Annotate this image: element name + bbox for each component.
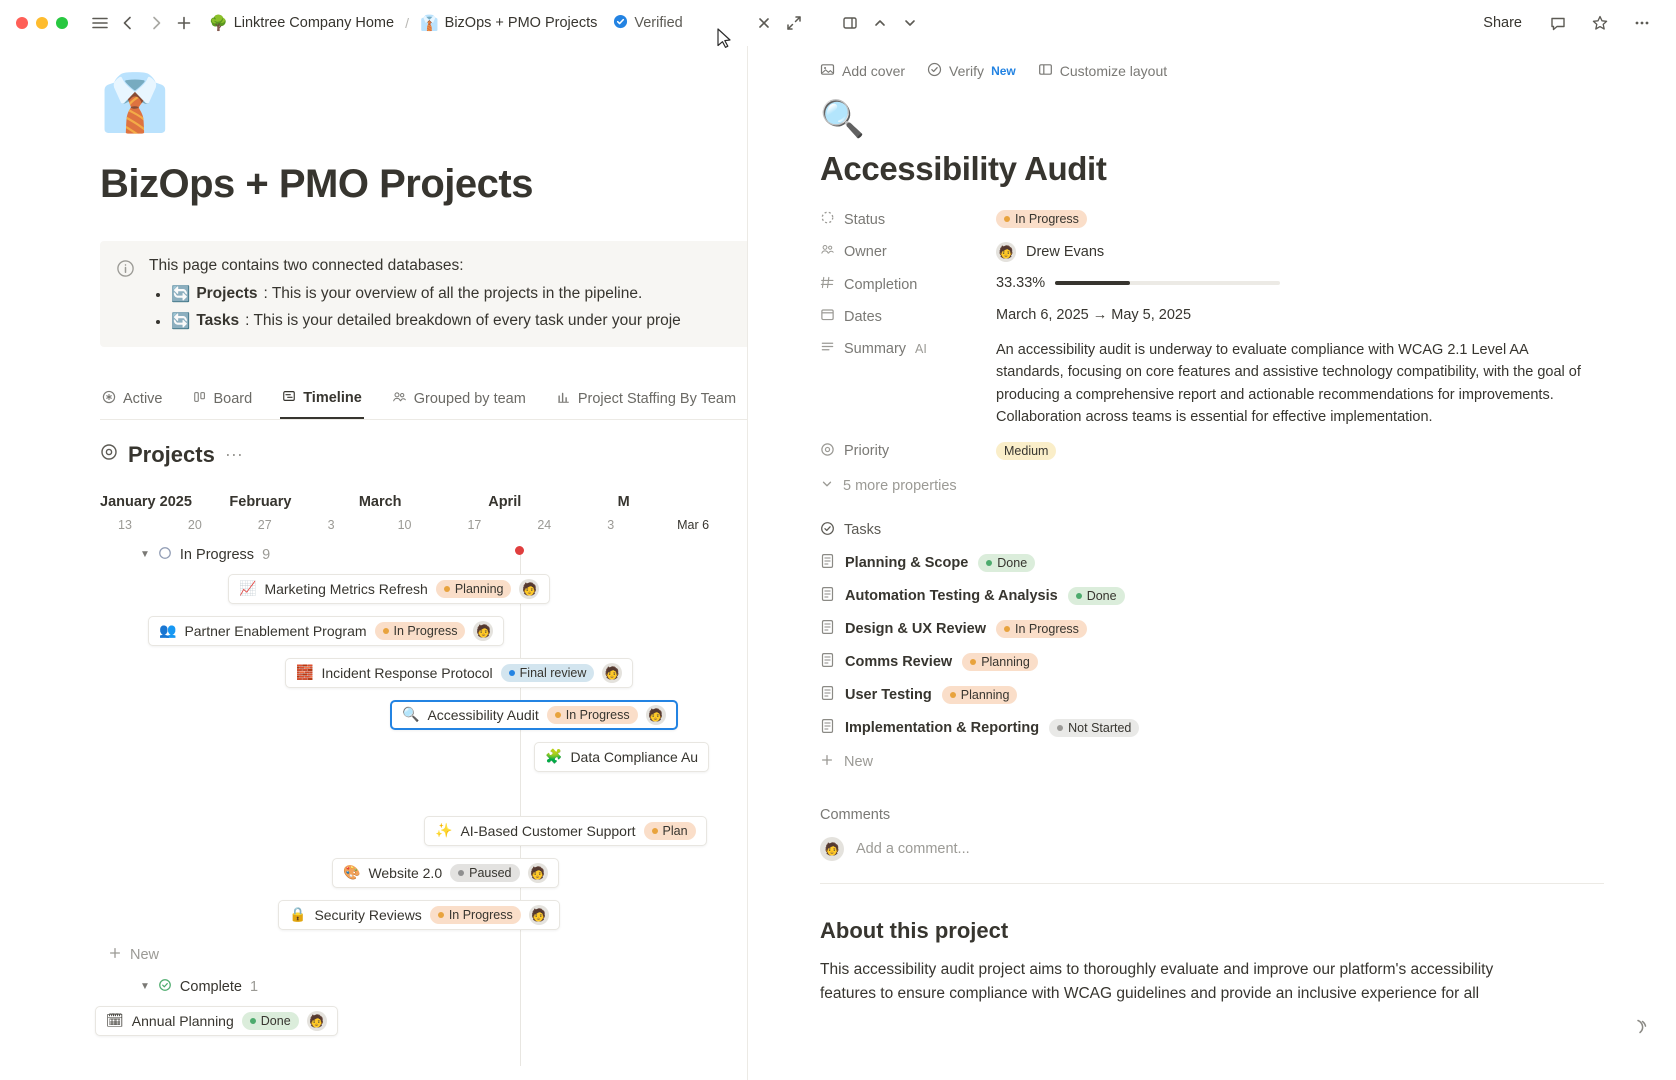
- group-count: 1: [249, 978, 259, 995]
- customize-layout-button[interactable]: [1038, 62, 1167, 80]
- comments-header: Comments: [820, 806, 891, 823]
- property-list: [820, 210, 1676, 461]
- property-dates[interactable]: [820, 307, 1676, 326]
- necktie-icon: 👔: [419, 15, 439, 32]
- timeline-bar-label: Partner Enablement Program: [184, 622, 367, 639]
- comment-input-row[interactable]: [820, 837, 1676, 861]
- window-titlebar: [0, 0, 1676, 46]
- task-status-badge: In Progress: [996, 620, 1087, 638]
- tree-icon: 🌳: [209, 15, 228, 32]
- task-name: Planning & Scope: [845, 554, 969, 571]
- task-row[interactable]: [820, 718, 1676, 738]
- timeline-bar-ai-based-customer-support[interactable]: [424, 816, 707, 846]
- more-options-icon[interactable]: [1628, 9, 1656, 37]
- timeline-bar-website-2-0[interactable]: [332, 858, 559, 888]
- timeline-bar-label: Website 2.0: [368, 864, 443, 881]
- mouse-cursor: [716, 28, 734, 50]
- verify-label: Verify: [949, 63, 985, 79]
- puzzle-icon: 🧩: [545, 748, 563, 765]
- peek-page-actions: [820, 62, 1676, 80]
- page-icon: [820, 652, 835, 672]
- verify-icon: [927, 62, 942, 80]
- property-completion[interactable]: [820, 275, 1676, 294]
- timeline-bar-accessibility-audit[interactable]: [390, 700, 678, 730]
- timeline-day: 20: [187, 517, 202, 532]
- tab-grouped-by-team[interactable]: [390, 384, 528, 418]
- side-peek-panel: [747, 46, 1676, 1080]
- property-value[interactable]: [996, 210, 1087, 228]
- avatar: 🧑: [519, 579, 539, 599]
- chevron-down-icon: [820, 477, 834, 495]
- timeline-row[interactable]: [0, 658, 747, 690]
- database-title: [100, 442, 747, 468]
- timeline-day: 13: [118, 517, 132, 532]
- task-row[interactable]: [820, 619, 1676, 639]
- target-icon: [820, 442, 835, 461]
- timeline-today-marker: Mar 6: [677, 517, 710, 532]
- check-circle-icon: [820, 521, 835, 540]
- database-view-tabs: [100, 383, 747, 420]
- progress-bar: [1055, 281, 1280, 285]
- timeline-row[interactable]: [0, 574, 747, 606]
- task-name: Design & UX Review: [845, 620, 987, 637]
- chevron-down-icon[interactable]: ▼: [140, 549, 150, 561]
- timeline-bar-data-compliance-audit[interactable]: [534, 742, 709, 772]
- breadcrumb-label-home: Linktree Company Home: [233, 15, 395, 31]
- chart-icon: [556, 390, 571, 408]
- callout-item-name-tasks[interactable]: Tasks: [196, 312, 240, 330]
- plus-icon: [820, 753, 834, 771]
- tasks-section-header: [820, 521, 1676, 540]
- database-icon: • 🔄: [171, 312, 191, 330]
- side-peek-icon[interactable]: [836, 9, 864, 37]
- people-icon: [392, 390, 407, 408]
- task-row[interactable]: [820, 553, 1676, 573]
- sidebar-toggle-icon[interactable]: [86, 9, 114, 37]
- timeline-month-header: [100, 494, 747, 510]
- expand-peek-icon[interactable]: [780, 9, 808, 37]
- property-status[interactable]: [820, 210, 1676, 229]
- breadcrumb-item-project[interactable]: [415, 11, 602, 35]
- page-icon: [820, 685, 835, 705]
- new-row-label: New: [130, 946, 160, 963]
- timeline-bar-label: Marketing Metrics Refresh: [264, 580, 428, 597]
- avatar: 🧑: [820, 837, 844, 861]
- verified-label: Verified: [634, 15, 683, 31]
- timeline-day: 3: [607, 517, 615, 532]
- timeline-bar-security-reviews[interactable]: [278, 900, 560, 930]
- comment-icon[interactable]: [1544, 9, 1572, 37]
- status-badge: Planning: [436, 580, 512, 598]
- property-label: Summary AI: [820, 339, 996, 358]
- close-peek-icon[interactable]: [750, 9, 778, 37]
- callout-item-text-tasks: : This is your detailed breakdown of every task under your proje: [245, 312, 681, 330]
- timeline-row[interactable]: [0, 742, 747, 774]
- more-properties-toggle[interactable]: [820, 477, 1676, 495]
- divider: [820, 883, 1604, 884]
- task-name: Automation Testing & Analysis: [845, 587, 1058, 604]
- property-label: Priority: [820, 442, 996, 461]
- today-dot-icon: [515, 546, 524, 555]
- status-badge: Final review: [501, 664, 595, 682]
- page-icon: [820, 718, 835, 738]
- board-icon: [193, 390, 207, 408]
- avatar: 🧑: [473, 621, 493, 641]
- property-value[interactable]: [996, 442, 1056, 460]
- number-icon: [820, 275, 835, 294]
- property-value[interactable]: [996, 242, 1104, 262]
- timeline-month: February: [229, 493, 292, 510]
- page-icon: [820, 586, 835, 606]
- task-name: Comms Review: [845, 653, 953, 670]
- close-window-button[interactable]: [16, 17, 28, 29]
- avatar: 🧑: [529, 905, 549, 925]
- forward-icon[interactable]: [142, 9, 170, 37]
- lines-icon: [820, 339, 835, 358]
- task-name: Implementation & Reporting: [845, 719, 1040, 736]
- property-summary[interactable]: [820, 339, 1676, 429]
- property-value[interactable]: March 6, 2025 → May 5, 2025: [996, 307, 1192, 323]
- comment-placeholder[interactable]: Add a comment...: [856, 840, 970, 857]
- timeline-bar-label: Security Reviews: [314, 906, 422, 923]
- plus-icon: [108, 946, 122, 964]
- status-badge: Paused: [450, 864, 519, 882]
- timeline-month: March: [358, 493, 402, 510]
- timeline-row[interactable]: [0, 816, 747, 848]
- group-count: 9: [262, 546, 271, 563]
- sparkles-icon: ✨: [435, 822, 453, 839]
- background-page: [0, 46, 747, 1080]
- check-circle-icon: [158, 978, 172, 996]
- callout-list: [149, 285, 681, 331]
- page-icon: [820, 553, 835, 573]
- bricks-icon: 🧱: [296, 664, 314, 681]
- tab-active[interactable]: [100, 384, 165, 418]
- database-more-icon[interactable]: ···: [224, 444, 243, 465]
- avatar: 🧑: [646, 705, 666, 725]
- property-value[interactable]: [996, 275, 1280, 291]
- tasks-label: Tasks: [844, 522, 882, 539]
- new-tab-icon[interactable]: [170, 9, 198, 37]
- property-label: Owner: [820, 242, 996, 261]
- tab-board[interactable]: [191, 384, 255, 418]
- completion-value: 33.33%: [996, 275, 1046, 291]
- task-row[interactable]: [820, 652, 1676, 672]
- group-label: In Progress: [179, 546, 255, 563]
- status-badge: In Progress: [996, 210, 1087, 228]
- timeline-group-in-progress[interactable]: [140, 546, 747, 564]
- property-owner[interactable]: [820, 242, 1676, 262]
- timeline-group-complete[interactable]: [140, 978, 747, 996]
- timeline-bar-partner-enablement-program[interactable]: [148, 616, 504, 646]
- timeline-month: M: [617, 493, 630, 510]
- timeline-row[interactable]: [0, 700, 747, 732]
- asterisk-icon: [102, 390, 116, 408]
- property-label: Status: [820, 210, 996, 229]
- task-name: User Testing: [845, 686, 932, 703]
- property-label: Completion: [820, 275, 996, 294]
- add-cover-button[interactable]: [820, 62, 905, 80]
- target-icon: [100, 443, 118, 466]
- timeline-day: 10: [397, 517, 412, 532]
- verify-new-badge: New: [991, 64, 1016, 78]
- titlebar-actions: [1475, 9, 1660, 37]
- magnifier-icon: 🔍: [402, 706, 420, 723]
- list-item: [171, 285, 681, 304]
- property-label: Dates: [820, 307, 996, 326]
- add-cover-label: Add cover: [842, 63, 906, 79]
- window-controls[interactable]: [16, 17, 68, 29]
- tab-project-staffing[interactable]: [554, 384, 738, 418]
- ai-badge: AI: [915, 341, 927, 356]
- page-icon: [820, 619, 835, 639]
- avatar: 🧑: [996, 242, 1016, 262]
- calendar-icon: [820, 307, 835, 326]
- status-badge: In Progress: [430, 906, 521, 924]
- main-content: [0, 46, 1676, 1080]
- add-task-label: New: [844, 753, 874, 770]
- add-task-button[interactable]: [820, 753, 1676, 771]
- status-badge: In Progress: [375, 622, 466, 640]
- peek-page-title[interactable]: Accessibility Audit: [820, 150, 1107, 187]
- maximize-window-button[interactable]: [56, 17, 68, 29]
- timeline-row[interactable]: [0, 900, 747, 932]
- verify-button[interactable]: [927, 62, 1016, 80]
- list-item: [171, 312, 681, 331]
- customize-layout-label: Customize layout: [1059, 63, 1168, 79]
- minimize-window-button[interactable]: [36, 17, 48, 29]
- task-status-badge: Done: [1068, 587, 1125, 605]
- timeline-bar-label: AI-Based Customer Support: [460, 822, 636, 839]
- tab-label-staffing: Project Staffing By Team: [577, 390, 737, 407]
- timeline-bar-label: Annual Planning: [131, 1012, 234, 1029]
- timeline-bar-label: Data Compliance Au: [570, 748, 699, 765]
- timeline-canvas[interactable]: [0, 546, 747, 1066]
- timeline-month: April: [488, 493, 522, 510]
- status-badge: Done: [242, 1012, 299, 1030]
- tab-label-grouped: Grouped by team: [413, 390, 526, 407]
- about-heading: About this project: [820, 917, 1009, 943]
- timeline-day: 3: [327, 517, 335, 532]
- info-callout: [100, 241, 747, 347]
- share-button[interactable]: Share: [1483, 15, 1522, 31]
- status-circle-icon: [158, 546, 172, 564]
- more-properties-label: 5 more properties: [843, 477, 957, 494]
- task-status-badge: Planning: [962, 653, 1038, 671]
- avatar: 🧑: [528, 863, 548, 883]
- ai-assistant-icon[interactable]: [1630, 1017, 1652, 1044]
- next-page-icon[interactable]: [896, 9, 924, 37]
- verified-badge[interactable]: [608, 11, 687, 36]
- database-icon: • 🔄: [171, 285, 191, 303]
- layout-icon: [1038, 62, 1053, 80]
- back-icon[interactable]: [114, 9, 142, 37]
- status-badge: Plan: [644, 822, 696, 840]
- breadcrumb-item-home[interactable]: [204, 11, 399, 35]
- timeline-month: January 2025: [100, 493, 192, 510]
- summary-value: An accessibility audit is underway to evaluate compliance with WCAG 2.1 Level AA standards, focusing on core features and assistive technology compatibility, with the goal of producing a comprehensive report and actionable recommendations for improvements. Collaboration across teams is essential for effective implementation.: [996, 342, 1581, 426]
- image-icon: [820, 62, 835, 80]
- timeline-row[interactable]: [0, 1006, 747, 1038]
- callout-item-text-projects: : This is your overview of all the projects in the pipeline.: [263, 285, 643, 303]
- task-status-badge: Done: [978, 554, 1035, 572]
- people-icon: 👥: [159, 622, 177, 639]
- task-status-badge: Not Started: [1049, 719, 1139, 737]
- timeline-bar-label: Incident Response Protocol: [321, 664, 493, 681]
- lock-icon: 🔒: [289, 906, 307, 923]
- avatar: 🧑: [602, 663, 622, 683]
- tab-label-active: Active: [123, 390, 163, 407]
- timeline-day: 24: [537, 517, 552, 532]
- group-label: Complete: [179, 978, 242, 995]
- owner-name: Drew Evans: [1026, 244, 1105, 260]
- chevron-down-icon[interactable]: ▼: [140, 981, 150, 993]
- database-title-label[interactable]: Projects: [128, 441, 215, 467]
- page-title: BizOps + PMO Projects: [100, 161, 533, 206]
- timeline-new-row-button[interactable]: [108, 946, 747, 964]
- timeline-day: 17: [467, 517, 482, 532]
- timeline-bar-annual-planning[interactable]: [95, 1006, 338, 1036]
- timeline-row[interactable]: [0, 616, 747, 648]
- task-status-badge: Planning: [942, 686, 1018, 704]
- timeline-bar-label: Accessibility Audit: [427, 706, 539, 723]
- priority-badge: Medium: [996, 442, 1056, 460]
- previous-page-icon[interactable]: [866, 9, 894, 37]
- timeline-bar-incident-response-protocol[interactable]: [285, 658, 633, 688]
- callout-item-name-projects[interactable]: Projects: [196, 285, 258, 303]
- chart-increasing-icon: 📈: [239, 580, 257, 597]
- timeline-icon: [282, 389, 296, 407]
- timeline-bar-marketing-metrics-refresh[interactable]: [228, 574, 550, 604]
- task-row[interactable]: [820, 685, 1676, 705]
- timeline-day: 27: [257, 517, 272, 532]
- task-row[interactable]: [820, 586, 1676, 606]
- person-icon: [820, 242, 835, 261]
- timeline-day-header: [118, 518, 747, 532]
- about-paragraph: This accessibility audit project aims to thoroughly evaluate and improve our platform's accessibility features to ensure compliance with WCAG guidelines and provide an inclusive experience for all: [820, 960, 1494, 1002]
- progress-bar-fill: [1055, 281, 1130, 285]
- verified-check-icon: [613, 14, 628, 33]
- callout-intro: This page contains two connected databases:: [149, 256, 464, 274]
- page-emoji-icon[interactable]: 👔: [100, 71, 170, 134]
- info-icon: [116, 259, 135, 331]
- loading-icon: [820, 210, 835, 229]
- status-badge: In Progress: [547, 706, 638, 724]
- tab-timeline[interactable]: [280, 383, 364, 419]
- property-priority[interactable]: [820, 442, 1676, 461]
- timeline-row[interactable]: [0, 858, 747, 890]
- peek-page-emoji-icon[interactable]: 🔍: [820, 98, 865, 139]
- palette-icon: 🎨: [343, 864, 361, 881]
- breadcrumb: [204, 11, 688, 36]
- avatar: 🧑: [307, 1011, 327, 1031]
- breadcrumb-separator: /: [405, 15, 409, 31]
- tab-label-timeline: Timeline: [303, 389, 362, 406]
- calendar-icon: 🗓: [106, 1012, 124, 1029]
- favorite-star-icon[interactable]: [1586, 9, 1614, 37]
- breadcrumb-label-project: BizOps + PMO Projects: [444, 15, 598, 31]
- tab-label-board: Board: [213, 390, 253, 407]
